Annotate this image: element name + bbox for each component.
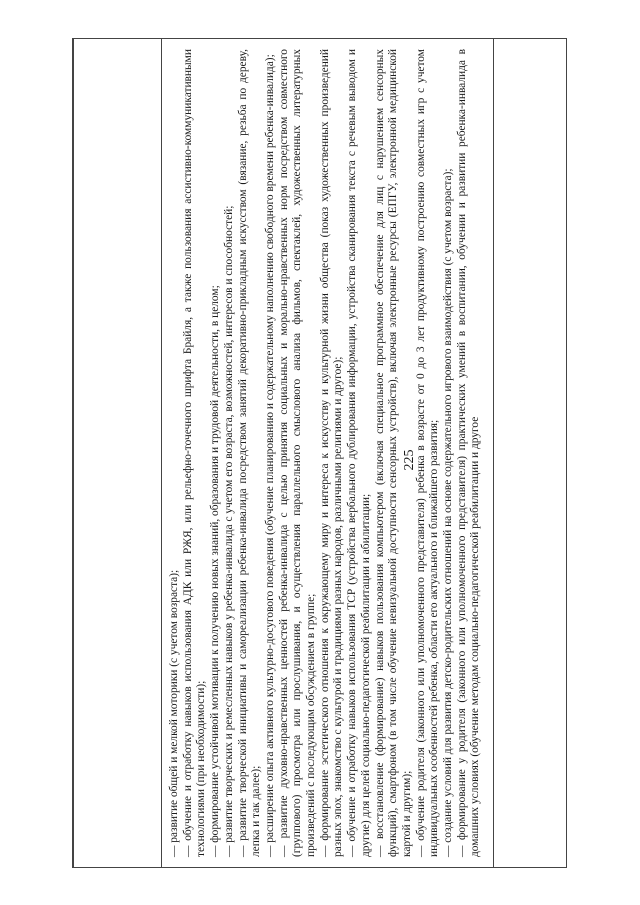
list-item: — формирование устойчивой мотивации к получению новых знаний, образования и трудовой деятельности, в целом; <box>209 285 222 857</box>
table-border-left <box>73 39 74 867</box>
list-item: — расширение опыта активного культурно-досугового поведения (обучение планированию и содержательному наполнению свободного времени ребенка-инвалида); <box>263 54 276 857</box>
list-item: — обучение и отработку навыков использования ТСР (устройства вербального дублирования информации, устройства сканирования текста с речевым выводом и другие) для целей социально-педагогической реабилитации и абилитации; <box>346 49 372 857</box>
page-number: 225 <box>402 449 417 471</box>
list-item: — развитие общей и мелкой моторики (с учетом возраста); <box>168 569 180 857</box>
list-item: — формирование эстетического отношения к окружающему миру и интереса к искусству и культурной жизни общества (показ художественных произведений разных эпох, знакомство с культурой и традициями разных народов, различными религиями и другое); <box>318 49 345 857</box>
list-item: — развитие духовно-нравственных ценностей ребенка-инвалида с целью принятия социальных и морально-нравственных норм посредством совместного (группового) просмотра или прослушивания, и осуществления параллельного смыслового анализа фильмов, спектаклей, художественных литературных произведений с последующим обсуждением в группе; <box>277 49 318 857</box>
content-cell <box>161 39 491 867</box>
list-item: — формирование у родителя (законного или уполномоченного представителя) практических умений в воспитании, обучении и развитии ребенка-инвалида в домашних условиях (обучение методам социально-педагогической реабилитации и другое <box>455 49 482 857</box>
list-item: — обучение и отработку навыков использования АДК или РЖЯ, или рельефно-точечного шрифта Брайля, а также пользования ассистивно-коммуникативными технологиями (при необходимости); <box>181 49 208 857</box>
list-item: — создание условий для развития детско-родительских отношений на основе содержательного игрового взаимодействия (с учетом возраста); <box>442 168 455 857</box>
column-divider-2 <box>493 39 494 867</box>
rotated-content <box>162 43 490 863</box>
list-item: — восстановление (формирование) навыков пользования компьютером (включая специальное программное обеспечение для лиц с нарушением сенсорных функций), смартфоном (в том числе обучение невизуальной доступности сенсорных устройств), включая электронные ресурсы (ЕПГУ, электронной медицинской картой и другим); <box>373 49 413 857</box>
list-item: — развитие творческой инициативы и самореализации ребенка-инвалида посредством занятий декоративно-прикладным искусством (вязание, резьба по дереву, лепка и так далее); <box>236 49 263 857</box>
list-item: — обучение родителя (законного или уполномоченного представителя) ребенка в возрасте от 0 до 3 лет продуктивному построению совместных игр с учетом индивидуальных особенностей ребенка, области его актуального и ближайшего развития; <box>414 49 441 857</box>
list-item: — развитие творческих и ремесленных навыков у ребенка-инвалида с учетом его возраста, возможностей, интересов и способностей; <box>222 205 235 857</box>
measures-list <box>162 43 483 863</box>
